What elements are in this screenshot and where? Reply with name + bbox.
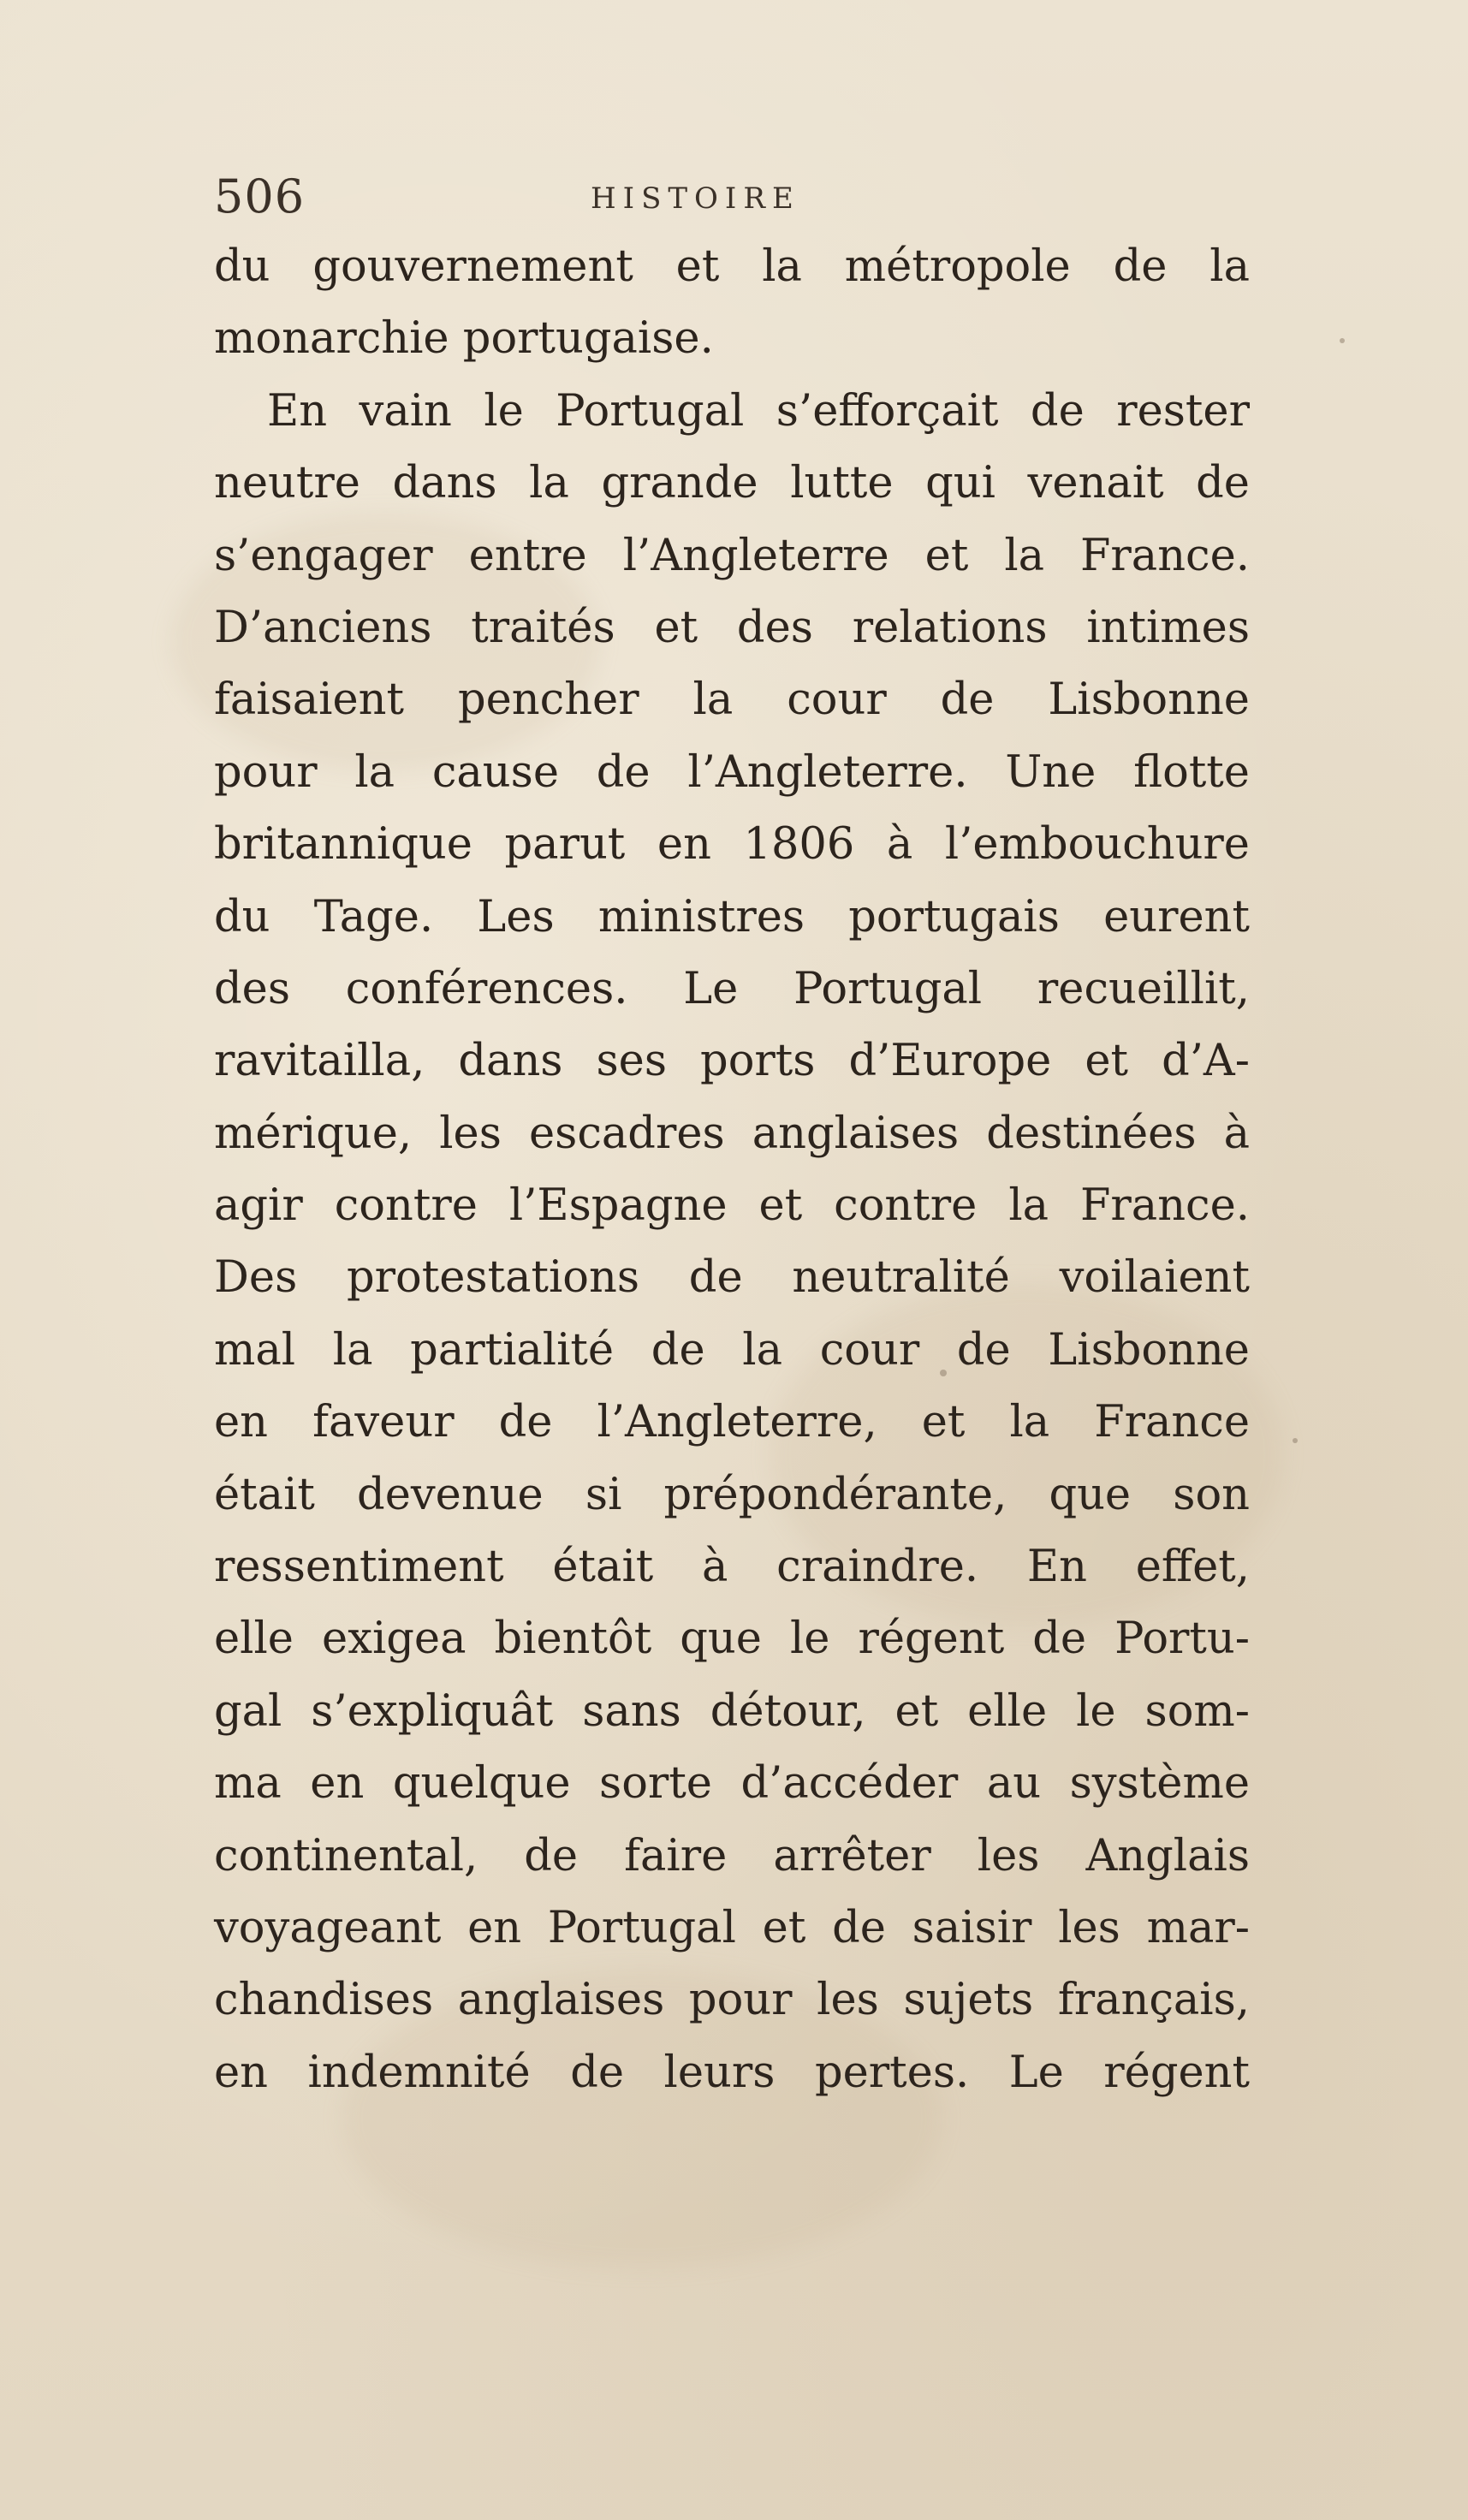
running-head: HISTOIRE [591,181,800,216]
text-line: des conférences. Le Portugal recueillit, [214,963,1250,1014]
text-line: En vain le Portugal s’efforçait de rester [267,385,1250,437]
paper-speck [1293,1438,1298,1443]
body-text [214,231,1250,2109]
text-line: mérique, les escadres anglaises destinées à [214,1108,1250,1159]
text-line: du gouvernement et la métropole de la [214,241,1250,292]
text-line: s’engager entre l’Angleterre et la France. [214,530,1250,581]
text-line: agir contre l’Espagne et contre la France. [214,1180,1250,1232]
text-line: chandises anglaises pour les sujets français, [214,1975,1250,2026]
text-line: ressentiment était à craindre. En effet, [214,1542,1250,1593]
paper-speck [1340,338,1345,343]
text-line: faisaient pencher la cour de Lisbonne [214,675,1250,726]
text-line: continental, de faire arrêter les Anglais [214,1830,1250,1881]
text-line: D’anciens traités et des relations intimes [214,602,1250,653]
text-line: mal la partialité de la cour de Lisbonne [214,1324,1250,1376]
page-number: 506 [214,169,306,223]
page-header [214,169,1275,221]
text-line: britannique parut en 1806 à l’embouchure [214,819,1250,871]
text-line: gal s’expliquât sans détour, et elle le som- [214,1685,1250,1737]
text-line: Des protestations de neutralité voilaient [214,1252,1250,1304]
text-line: neutre dans la grande lutte qui venait de [214,458,1250,509]
text-line: ma en quelque sorte d’accéder au système [214,1758,1250,1810]
text-line: ravitailla, dans ses ports d’Europe et d’A- [214,1036,1250,1087]
text-line: du Tage. Les ministres portugais eurent [214,891,1250,942]
text-line: en indemnité de leurs pertes. Le régent [214,2047,1250,2098]
text-line: voyageant en Portugal et de saisir les mar- [214,1902,1250,1953]
text-line: pour la cause de l’Angleterre. Une flotte [214,746,1250,798]
text-line: elle exigea bientôt que le régent de Portu- [214,1614,1250,1665]
text-line: en faveur de l’Angleterre, et la France [214,1397,1250,1448]
text-line: était devenue si prépondérante, que son [214,1469,1250,1520]
text-line: monarchie portugaise. [214,313,714,365]
